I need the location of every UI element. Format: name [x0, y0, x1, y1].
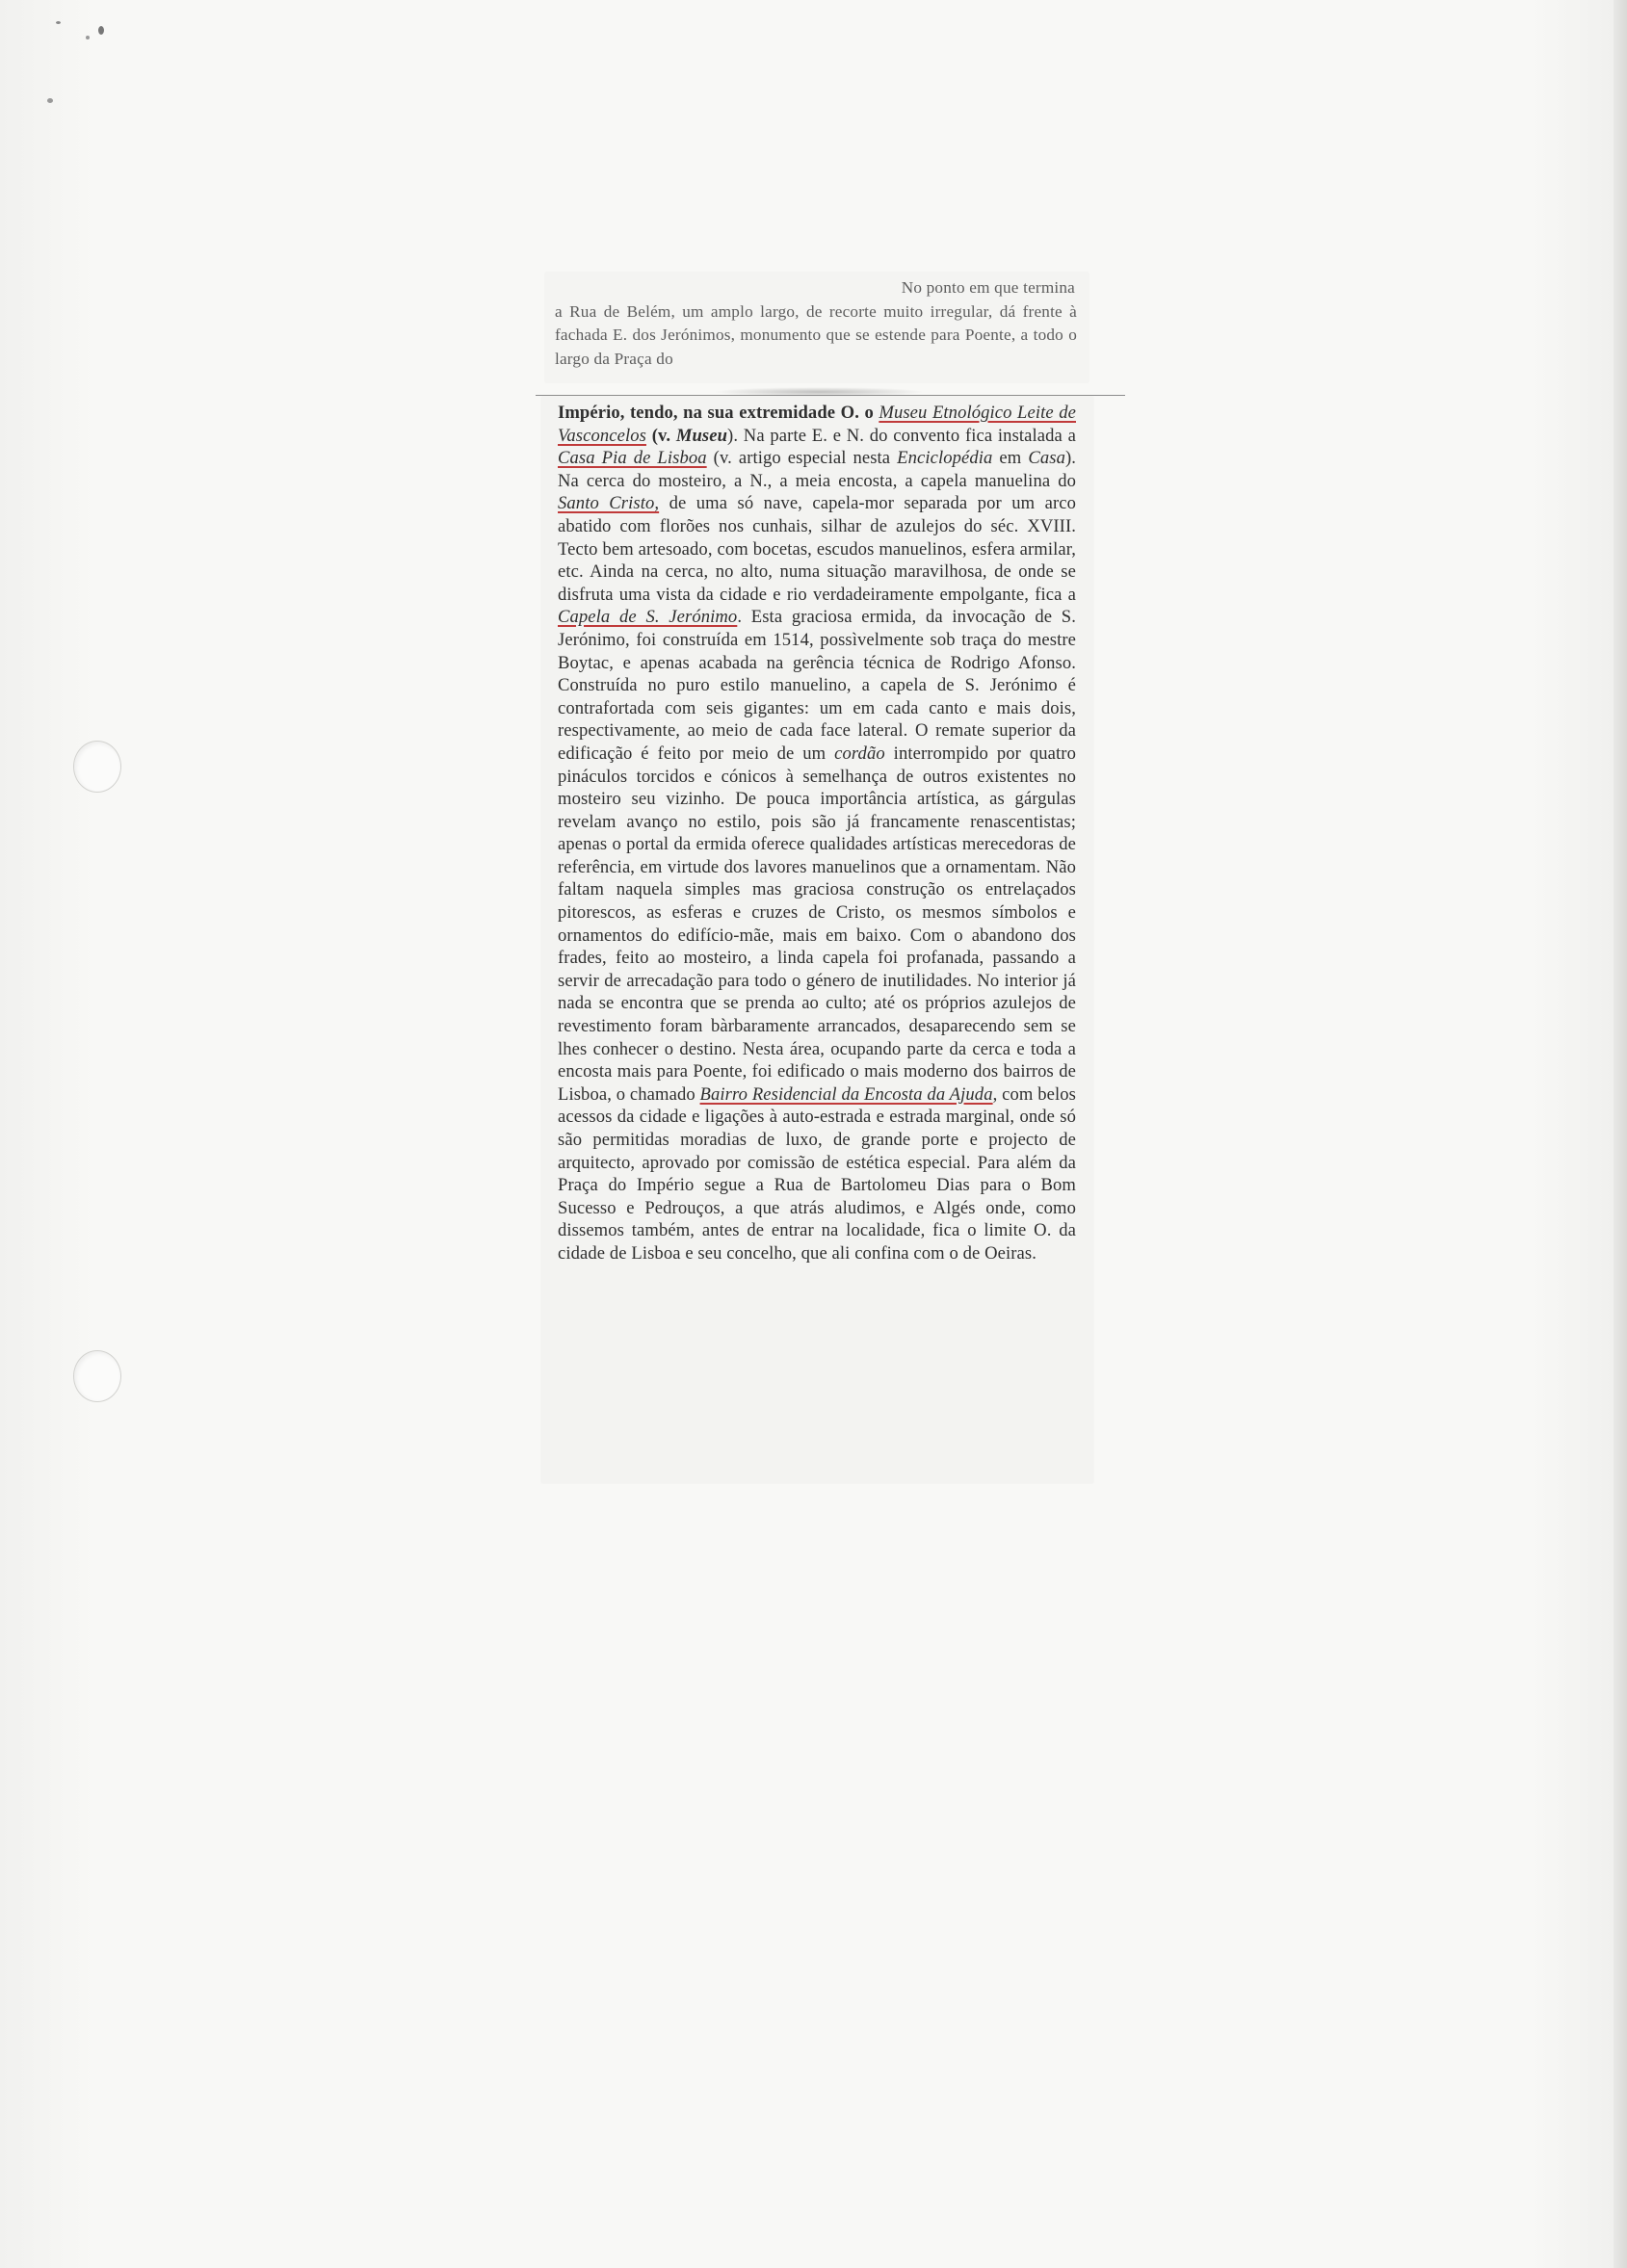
term-cordao: cordão	[834, 743, 885, 764]
dust-speck	[47, 98, 53, 103]
text-run: . Esta graciosa ermida, da invocação de S. Jerónimo, foi construída em 1514, possìvelmente sob traça do mestre Boytac, e apenas acabada na gerência técnica de Rodrigo Afonso. Construída no puro estilo manuelino, a capela de S. Jerónimo é contrafortada com seis gigantes: um em cada canto e mais dois, respectivamente, ao meio de cada face lateral. O remate superior da edificação é feito por meio de um	[558, 607, 1076, 764]
clipping-top-text	[555, 276, 1077, 371]
underlined-link-bairro-residencial: Bairro Residencial da Encosta da Ajuda	[699, 1083, 993, 1105]
text-run: , com belos acessos da cidade e ligações à auto-estrada e estrada marginal, onde só são permitidas moradias de luxo, de grande porte e projecto de arquitecto, aprovado por comissão de estética especial. Para além da Praça do Império segue a Rua de Bartolomeu Dias para o Bom Sucesso e Pedrouços, a que atrás aludimos, e Algés onde, como dissemos também, antes de entrar na localidade, fica o limite O. da cidade de Lisboa e seu concelho, que ali confina com o de Oeiras.	[558, 1083, 1076, 1264]
text-run: (v.	[645, 425, 676, 446]
text-run: Império, tendo, na sua extremidade O. o	[558, 403, 879, 423]
underlined-link-casa-pia: Casa Pia de Lisboa	[558, 448, 707, 469]
underlined-link-capela-s-jeronimo: Capela de S. Jerónimo	[558, 607, 738, 628]
dust-speck	[56, 21, 61, 24]
underlined-link-santo-cristo: Santo Cristo,	[558, 493, 660, 514]
clipping-main	[541, 397, 1093, 1483]
cross-reference-museu: Museu	[675, 425, 728, 446]
paste-join-line	[536, 395, 1125, 396]
punch-hole-top	[73, 741, 121, 793]
text-run: interrompido por quatro pináculos torcidos e cónicos à semelhança de outros existentes no mosteiro seu vizinho. De pouca importância artística, as gárgulas revelam avanço no estilo, pois são já francamente renascentistas; apenas o portal da ermida oferece qualidades artísticas merecedoras de referência, em virtude dos lavores manuelinos que a ornamentam. Não faltam naquela simples mas graciosa construção os entrelaçados pitorescos, as esferas e cruzes de Cristo, os mesmos símbolos e ornamentos do edifício-mãe, mais em baixo. Com o abandono dos frades, feito ao mosteiro, a linda capela foi profanada, passando a servir de arrecadação para todo o género de inutilidades. No interior já nada se encontra que se prenda ao culto; até os próprios azulejos de revestimento foram bàrbaramente arrancados, desaparecendo sem se lhes conhecer o destino. Nesta área, ocupando parte da cerca e toda a encosta mais para Poente, foi edificado o mais moderno dos bairros de Lisboa, o chamado	[558, 743, 1076, 1105]
page-edge-shadow	[1614, 0, 1627, 2268]
cross-reference-casa: Casa	[1028, 448, 1065, 469]
dust-speck	[86, 36, 90, 39]
punch-hole-bottom	[73, 1350, 121, 1402]
text-run: de uma só nave, capela-mor separada por um arco abatido com florões nos cunhais, silhar de azulejos do séc. XVIII. Tecto bem artesoado, com bocetas, escudos manuelinos, esfera armilar, etc. Ainda na cerca, no alto, numa situação maravilhosa, de onde se disfruta uma vista da cidade e rio verdadeiramente empolgante, fica a	[558, 493, 1076, 605]
dust-speck	[98, 26, 104, 35]
text-run: ). Na cerca do mosteiro, a N., a meia encosta, a capela manuelina do	[558, 448, 1077, 491]
clipping-top-first-line: No ponto em que termina	[901, 278, 1075, 297]
underlined-link-museu-etnologico: Museu Etnológico Leite de Vasconcelos	[558, 403, 1076, 446]
cross-reference-enciclopedia: Enciclopédia	[897, 448, 993, 469]
clipping-top-rest: a Rua de Belém, um amplo largo, de recorte muito irregular, dá frente à fachada E. dos Jerónimos, monumento que se estende para Poente, a todo o largo da Praça do	[555, 301, 1077, 368]
text-run: ). Na parte E. e N. do convento fica instalada a	[727, 425, 1076, 446]
text-run: (v. artigo especial nesta	[706, 448, 898, 469]
clipping-top-fragment	[545, 273, 1089, 382]
text-run: em	[992, 448, 1029, 469]
article-paragraph	[558, 402, 1076, 1265]
article-body	[558, 402, 1076, 1265]
